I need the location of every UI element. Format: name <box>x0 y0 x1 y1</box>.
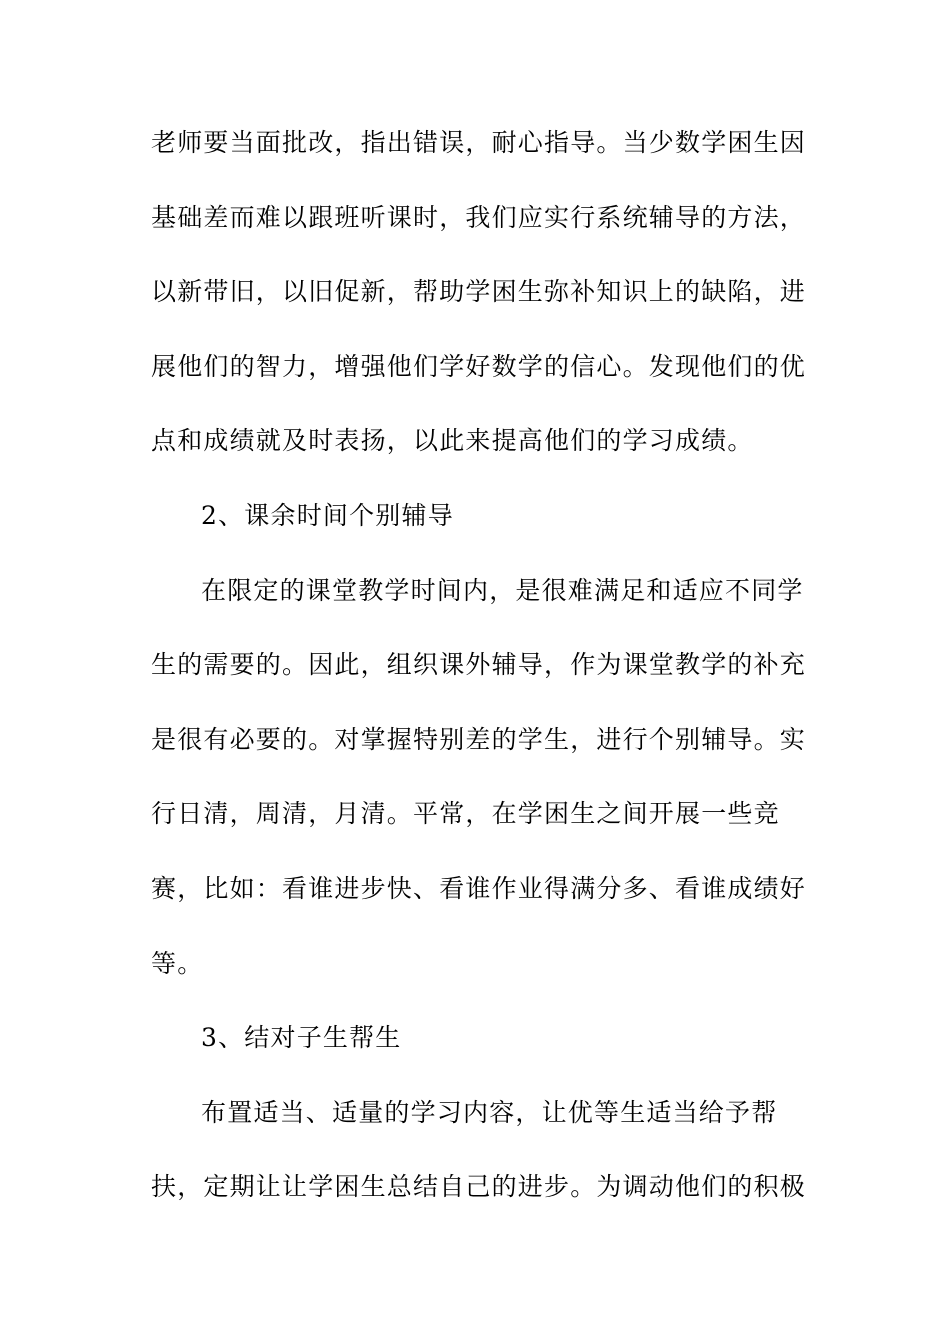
text-line: 扶，定期让让学困生总结自己的进步。为调动他们的积极 <box>151 1172 807 1202</box>
text-line: 展他们的智力，增强他们学好数学的信心。发现他们的优 <box>151 351 807 381</box>
text-line: 等。 <box>151 948 204 978</box>
text-line: 是很有必要的。对掌握特别差的学生，进行个别辅导。实 <box>151 724 807 754</box>
text-line: 生的需要的。因此，组织课外辅导，作为课堂教学的补充 <box>151 650 807 680</box>
document-body <box>151 124 807 1243</box>
text-line: 基础差而难以跟班听课时，我们应实行系统辅导的方法， <box>151 202 807 232</box>
text-line: 布置适当、适量的学习内容，让优等生适当给予帮 <box>201 1097 778 1127</box>
section-heading: 3、结对子生帮生 <box>201 1023 402 1053</box>
text-line: 在限定的课堂教学时间内，是很难满足和适应不同学 <box>201 575 804 605</box>
text-line: 点和成绩就及时表扬，以此来提高他们的学习成绩。 <box>151 426 754 456</box>
text-line: 老师要当面批改，指出错误，耐心指导。当少数学困生因 <box>151 128 807 157</box>
text-line: 以新带旧，以旧促新，帮助学困生弥补知识上的缺陷，进 <box>151 277 807 307</box>
text-line: 赛，比如：看谁进步快、看谁作业得满分多、看谁成绩好 <box>151 873 807 903</box>
section-heading: 2、课余时间个别辅导 <box>201 500 454 530</box>
text-line: 行日清，周清，月清。平常，在学困生之间开展一些竞 <box>151 799 780 829</box>
